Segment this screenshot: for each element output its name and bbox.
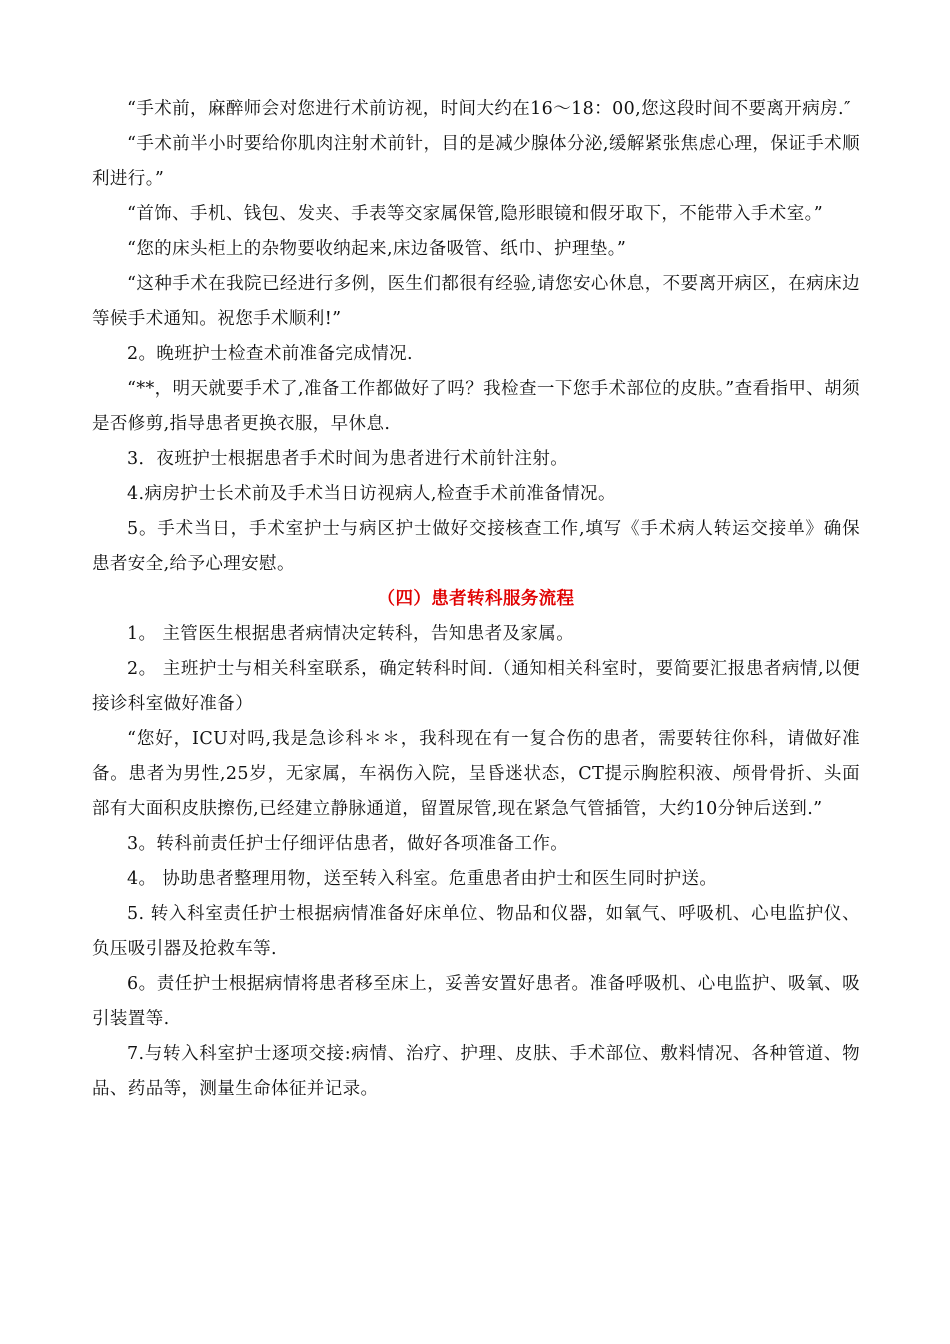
section-heading: （四）患者转科服务流程 [377,589,575,609]
paragraph-preop-injection: “手术前半小时要给你肌肉注射术前针，目的是减少腺体分泌,缓解紧张焦虑心理，保证手术顺利进行。” [92,134,860,189]
paragraph-transfer-step-2: 2。 主班护士与相关科室联系，确定转科时间.（通知相关科室时，要简要汇报患者病情,以便接诊科室做好准备） [92,659,860,714]
paragraph-reassurance: “这种手术在我院已经进行多例，医生们都很有经验,请您安心休息，不要离开病区，在病床边等候手术通知。祝您手术顺利!” [92,274,860,329]
paragraph-step-2-evening-check: 2。晚班护士检查术前准备完成情况. [127,344,413,364]
paragraph-anesthesia-visit: “手术前，麻醉师会对您进行术前访视，时间大约在16～18：00,您这段时间不要离开病房.″ [127,99,851,119]
paragraph-transfer-dialogue: “您好，ICU对吗,我是急诊科＊＊，我科现在有一复合伤的患者，需要转往你科，请做好准备。患者为男性,25岁，无家属，车祸伤入院，呈昏迷状态，CT提示胸腔积液、颅骨骨折、头面部有大面积皮肤擦伤,已经建立静脉通道，留置尿管,现在紧急气管插管，大约10分钟后送到.” [92,729,860,819]
paragraph-transfer-step-4: 4。 协助患者整理用物，送至转入科室。危重患者由护士和医生同时护送。 [127,869,718,889]
document-page [92,92,860,1107]
paragraph-bedside-items: “您的床头柜上的杂物要收纳起来,床边备吸管、纸巾、护理垫。” [127,239,627,259]
paragraph-transfer-step-6: 6。责任护士根据病情将患者移至床上，妥善安置好患者。准备呼吸机、心电监护、吸氧、吸引装置等. [92,974,860,1029]
paragraph-transfer-step-3: 3。转科前责任护士仔细评估患者，做好各项准备工作。 [127,834,569,854]
paragraph-valuables: “首饰、手机、钱包、发夹、手表等交家属保管,隐形眼镜和假牙取下，不能带入手术室。” [127,204,824,224]
paragraph-step-5-handover: 5。手术当日，手术室护士与病区护士做好交接核查工作,填写《手术病人转运交接单》确保患者安全,给予心理安慰。 [92,519,860,574]
paragraph-evening-dialogue: “**，明天就要手术了,准备工作都做好了吗？我检查一下您手术部位的皮肤。”查看指甲、胡须是否修剪,指导患者更换衣服，早休息. [92,379,860,434]
paragraph-transfer-step-7: 7.与转入科室护士逐项交接:病情、治疗、护理、皮肤、手术部位、敷料情况、各种管道、物品、药品等，测量生命体征并记录。 [92,1044,860,1099]
paragraph-step-3-night-injection: 3．夜班护士根据患者手术时间为患者进行术前针注射。 [127,449,569,469]
paragraph-transfer-step-1: 1。 主管医生根据患者病情决定转科，告知患者及家属。 [127,624,575,644]
paragraph-step-4-head-nurse: 4.病房护士长术前及手术当日访视病人,检查手术前准备情况。 [127,484,616,504]
paragraph-transfer-step-5: 5. 转入科室责任护士根据病情准备好床单位、物品和仪器，如氧气、呼吸机、心电监护仪、负压吸引器及抢救车等. [92,904,860,959]
